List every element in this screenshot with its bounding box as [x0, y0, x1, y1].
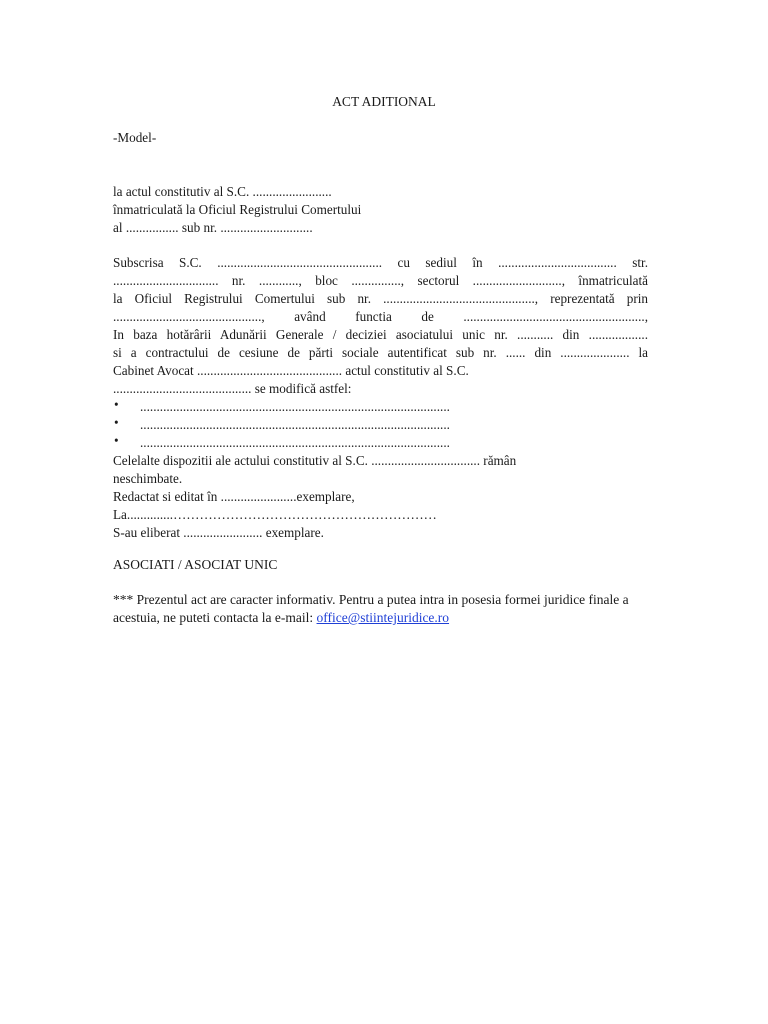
bullet-icon: •	[114, 397, 119, 412]
closing-line: Redactat si editat în .......................exemplare,	[113, 489, 355, 504]
list-item-text: ..............................................................................................	[140, 417, 450, 432]
body-line: ................................ nr. ............, bloc ..............., sectorul ..........................., înmatriculată	[113, 273, 648, 288]
closing-line: La..............……………………………………………………	[113, 507, 437, 522]
model-label: -Model-	[113, 130, 157, 145]
closing-line: S-au eliberat ........................ exemplare.	[113, 525, 324, 540]
header-block	[113, 183, 648, 237]
list-item-text: ..............................................................................................	[140, 435, 450, 450]
body-line: la Oficiul Registrului Comertului sub nr. .............................................., reprezentată prin	[113, 291, 648, 306]
closing-line: Celelalte dispozitii ale actului constitutiv al S.C. ................................. rămân	[113, 453, 517, 468]
email-link[interactable]: office@stiintejuridice.ro	[316, 610, 450, 625]
header-line: al ................ sub nr. ............................	[113, 220, 313, 235]
bullet-icon: •	[114, 415, 119, 430]
body-line: ............................................., având functia de .......................................................,	[113, 309, 648, 324]
bullet-icon: •	[114, 433, 119, 448]
body-line: Cabinet Avocat ............................................ actul constitutiv al S.C.	[113, 363, 469, 378]
body-line: Subscrisa S.C. .................................................. cu sediul în .................................... str.	[113, 255, 648, 270]
header-line: înmatriculată la Oficiul Registrului Comertului	[113, 202, 362, 217]
body-block	[113, 254, 648, 542]
info-note	[113, 591, 653, 627]
body-line: .......................................... se modifică astfel:	[113, 381, 352, 396]
list-item-text: ..............................................................................................	[140, 399, 450, 414]
body-line: In baza hotărârii Adunării Generale / deciziei asociatului unic nr. ........... din ..................	[113, 327, 648, 342]
signature-label: ASOCIATI / ASOCIAT UNIC	[113, 557, 278, 572]
closing-line: neschimbate.	[113, 471, 183, 486]
body-line: si a contractului de cesiune de părti sociale autentificat sub nr. ...... din ..................... la	[113, 345, 648, 360]
list-item	[113, 416, 648, 434]
list-item	[113, 434, 648, 452]
info-note-text: *** Prezentul act are caracter informativ. Pentru a putea intra in posesia formei juridice finale a acestuia, ne puteti contacta la e-mail:	[113, 592, 629, 625]
header-line: la actul constitutiv al S.C. ........................	[113, 184, 332, 199]
list-item	[113, 398, 648, 416]
document-title: ACT ADITIONAL	[332, 94, 436, 109]
